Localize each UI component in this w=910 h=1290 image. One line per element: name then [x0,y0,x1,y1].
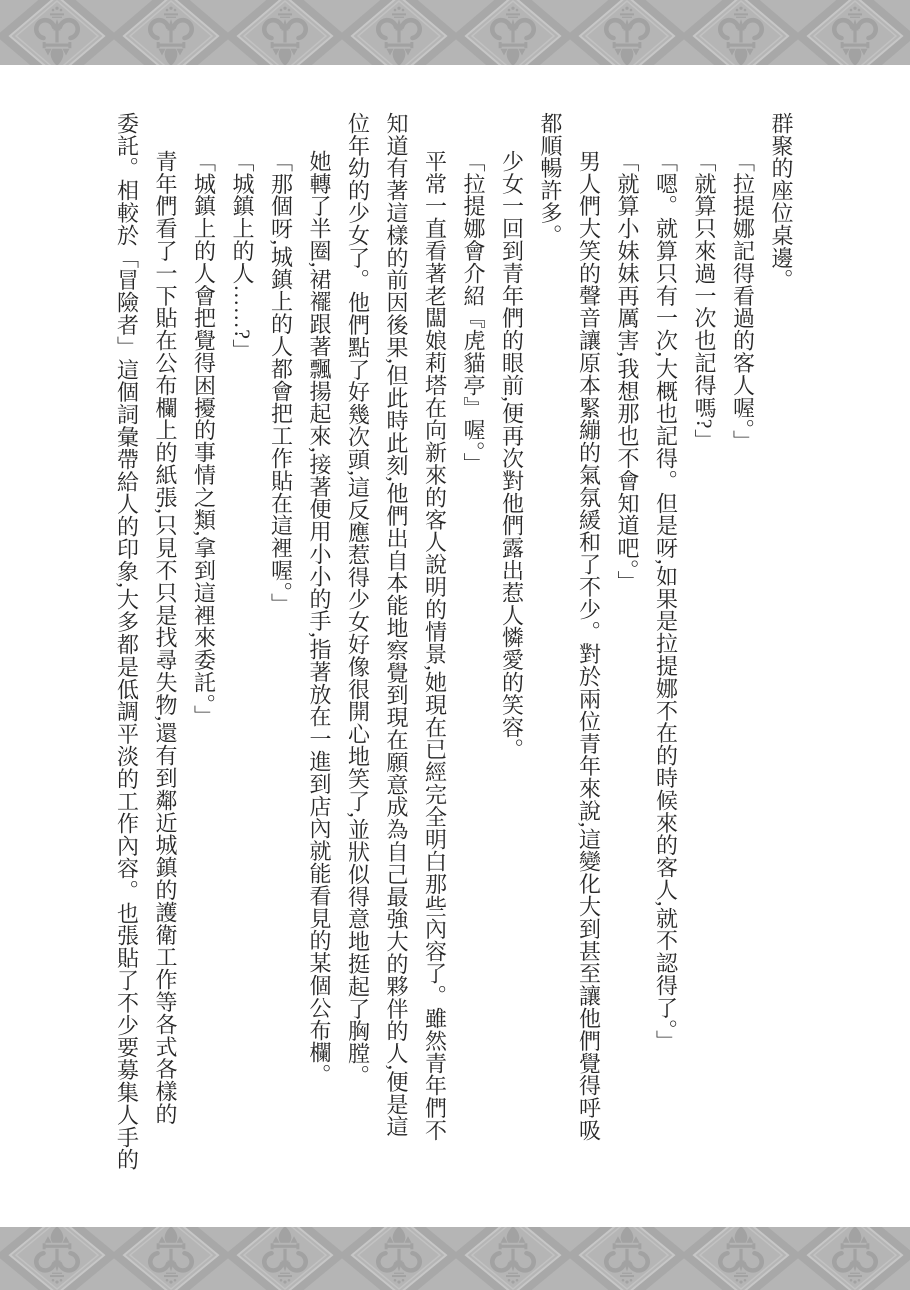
damask-pattern-band-top [0,0,910,65]
text-column: 少女一回到青年們的眼前,便再次對他們露出惹人憐愛的笑容。 [499,150,525,761]
text-column: 青年們看了一下貼在公布欄上的紙張,只見不只是找尋失物,還有到鄰近城鎮的護衛工作等各式各樣的 [153,150,178,1125]
text-column: 「那個呀,城鎮上的人都會把工作貼在這裡喔。」 [268,150,294,616]
novel-text [107,112,800,1190]
text-column: 平常一直看著老闆娘莉塔在向新來的客人說明的情景,她現在已經完全明白那些內容了。雖然青年們不 [422,150,448,1142]
text-column: 「城鎮上的人會把覺得困擾的事情之類,拿到這裡來委託。」 [191,150,217,728]
text-column: 都順暢許多。 [538,112,563,247]
text-column: 「拉提娜記得看過的客人喔。」 [730,150,756,453]
text-column: 群聚的座位桌邊。 [769,112,794,292]
text-column: 「就算小妹妹再厲害,我想那也不會知道吧。」 [615,150,640,593]
damask-pattern-band-bottom [0,1227,910,1290]
text-column: 位年幼的少女了。他們點了好幾次頭,這反應惹得少女好像很開心地笑了,並狀似得意地挺起了胸膛。 [345,112,371,1087]
text-column: 委託。相較於「冒險者」這個詞彙帶給人的印象,大多都是低調平淡的工作內容。也張貼了不少要募集人手的 [114,112,140,1171]
text-column: 「城鎮上的人……?」 [230,150,255,362]
text-column: 男人們大笑的聲音讓原本緊繃的氣氛緩和了不少。對於兩位青年來說,這變化大到甚至讓他們覺得呼吸 [576,150,602,1142]
text-column: 「嗯。就算只有一次,大概也記得。但是呀,如果是拉提娜不在的時候來的客人,就不認得了。」 [653,150,679,1053]
text-column: 「就算只來過一次也記得嗎?」 [692,150,717,452]
text-column: 「拉提娜會介紹『虎貓亭』喔。」 [461,150,486,475]
text-column: 知道有著這樣的前因後果,但此時此刻,他們出自本能地察覺到現在願意成為自己最強大的夥伴的人,便是這 [384,112,409,1138]
text-column: 她轉了半圈,裙襬跟著飄揚起來,接著便用小小的手,指著放在一進到店內就能看見的某個公布欄。 [307,150,332,1087]
